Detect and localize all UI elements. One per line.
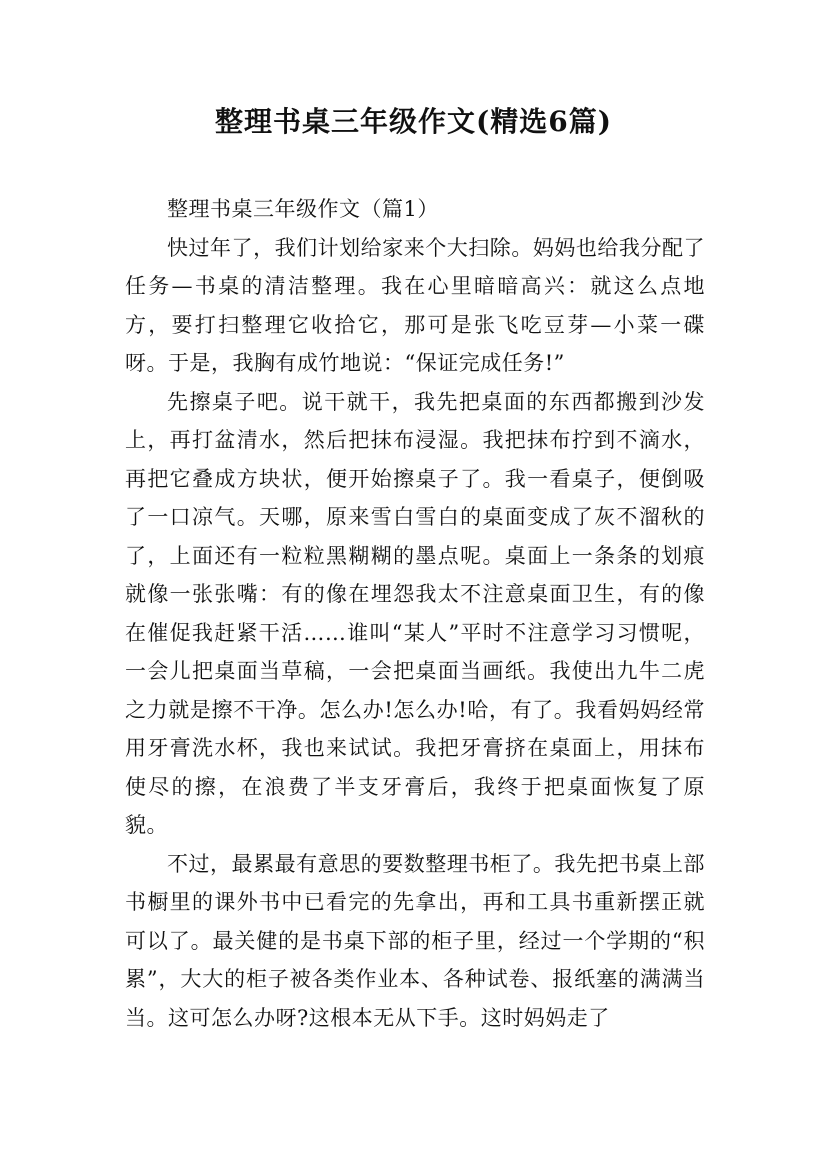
document-body	[125, 190, 705, 1037]
document-title: 整理书桌三年级作文(精选6篇)	[215, 105, 612, 138]
paragraph-2: 先擦桌子吧。说干就干，我先把桌面的东西都搬到沙发上，再打盆清水，然后把抹布浸湿。我把抹布拧到不滴水，再把它叠成方块状，便开始擦桌子了。我一看桌子，便倒吸了一口凉气。天哪，原来雪白雪白的桌面变成了灰不溜秋的了，上面还有一粒粒黑糊糊的墨点呢。桌面上一条条的划痕就像一张张嘴：有的像在埋怨我太不注意桌面卫生，有的像在催促我赶紧干活……谁叫“某人”平时不注意学习习惯呢，一会儿把桌面当草稿，一会把桌面当画纸。我使出九牛二虎之力就是擦不干净。怎么办!怎么办!哈，有了。我看妈妈经常用牙膏洗水杯，我也来试试。我把牙膏挤在桌面上，用抹布使尽的擦，在浪费了半支牙膏后，我终于把桌面恢复了原貌。	[125, 389, 705, 837]
paragraph-1: 快过年了，我们计划给家来个大扫除。妈妈也给我分配了任务—书桌的清洁整理。我在心里暗暗高兴：就这么点地方，要打扫整理它收拾它，那可是张飞吃豆芽—小菜一碟呀。于是，我胸有成竹地说：“保证完成任务!”	[125, 235, 705, 375]
paragraph-3: 不过，最累最有意思的要数整理书柜了。我先把书桌上部书橱里的课外书中已看完的先拿出，再和工具书重新摆正就可以了。最关健的是书桌下部的柜子里，经过一个学期的“积累”，大大的柜子被各类作业本、各种试卷、报纸塞的满满当当。这可怎么办呀?这根本无从下手。这时妈妈走了	[125, 851, 705, 1030]
section-heading: 整理书桌三年级作文（篇1）	[167, 197, 439, 221]
